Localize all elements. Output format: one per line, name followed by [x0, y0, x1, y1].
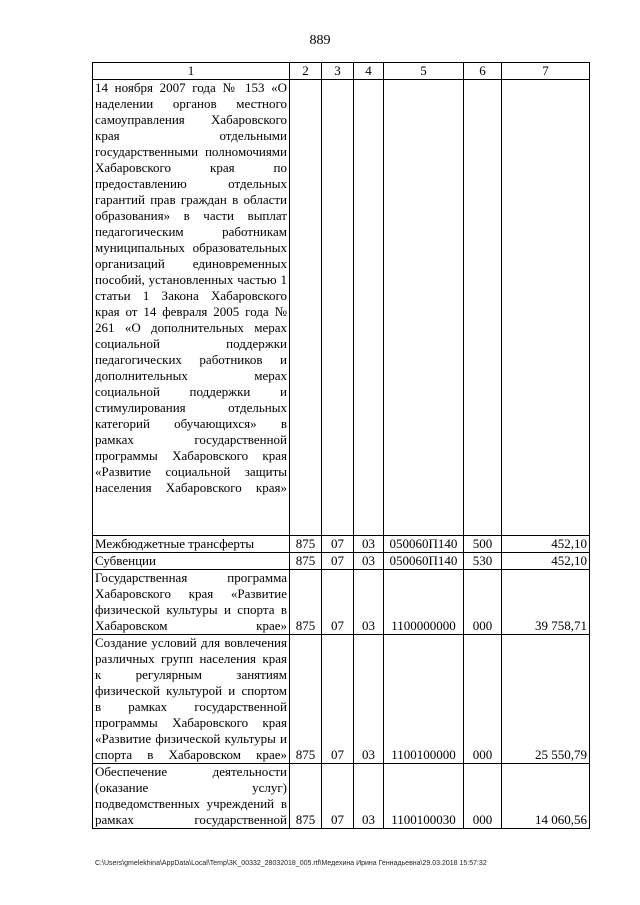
row-description: Государственная программа Хабаровского края «Развитие физической культуры и спорта в Хабаровском крае» [93, 570, 290, 635]
cell-col2: 875 [290, 635, 322, 764]
row-description: Межбюджетные трансферты [93, 536, 290, 553]
column-header: 3 [322, 63, 354, 80]
cell-col6 [464, 80, 502, 536]
cell-col4: 03 [354, 553, 384, 570]
cell-col6: 530 [464, 553, 502, 570]
cell-col6: 000 [464, 635, 502, 764]
cell-col7: 25 550,79 [502, 635, 590, 764]
cell-col7: 14 060,56 [502, 764, 590, 829]
cell-col4: 03 [354, 536, 384, 553]
cell-col3: 07 [322, 570, 354, 635]
table-row [93, 764, 590, 829]
cell-col7 [502, 80, 590, 536]
table-header-row [93, 63, 590, 80]
table-row [93, 80, 590, 536]
cell-col3: 07 [322, 764, 354, 829]
column-header: 5 [384, 63, 464, 80]
cell-col2: 875 [290, 536, 322, 553]
column-header: 1 [93, 63, 290, 80]
column-header: 4 [354, 63, 384, 80]
cell-col6: 000 [464, 570, 502, 635]
cell-col4: 03 [354, 635, 384, 764]
table-row [93, 635, 590, 764]
cell-col4 [354, 80, 384, 536]
cell-col7: 39 758,71 [502, 570, 590, 635]
row-description: Субвенции [93, 553, 290, 570]
row-description: Создание условий для вовлечения различных групп населения края к регулярным занятиям физической культурой и спортом в рамках государственной программы Хабаровского края «Развитие физической культуры и спорта в Хабаровском крае» [93, 635, 290, 764]
cell-col3 [322, 80, 354, 536]
table-row [93, 536, 590, 553]
page-number: 889 [309, 33, 331, 48]
cell-col2: 875 [290, 553, 322, 570]
cell-col5: 1100000000 [384, 570, 464, 635]
column-header: 2 [290, 63, 322, 80]
column-header: 6 [464, 63, 502, 80]
cell-col6: 000 [464, 764, 502, 829]
cell-col7: 452,10 [502, 553, 590, 570]
table-row [93, 570, 590, 635]
cell-col4: 03 [354, 570, 384, 635]
cell-col3: 07 [322, 536, 354, 553]
column-header: 7 [502, 63, 590, 80]
cell-col5: 050060П140 [384, 553, 464, 570]
cell-col3: 07 [322, 553, 354, 570]
cell-col5 [384, 80, 464, 536]
cell-col2 [290, 80, 322, 536]
budget-table [92, 62, 590, 829]
cell-col5: 1100100030 [384, 764, 464, 829]
table-row [93, 553, 590, 570]
cell-col4: 03 [354, 764, 384, 829]
cell-col7: 452,10 [502, 536, 590, 553]
row-description: 14 ноября 2007 года № 153 «О наделении органов местного самоуправления Хабаровского края отдельными государственными полномочиями Хабаровского края по предоставлению отдельных гарантий прав граждан в области образования» в части выплат педагогическим работникам муниципальных образовательных организаций единовременных пособий, установленных частью 1 статьи 1 Закона Хабаровского края от 14 февраля 2005 года № 261 «О дополнительных мерах социальной поддержки педагогических работников и дополнительных мерах социальной поддержки и стимулирования отдельных категорий обучающихся» в рамках государственной программы Хабаровского края «Развитие социальной защиты населения Хабаровского края» [93, 80, 290, 536]
footer-file-path: C:\Users\gmelekhina\AppData\Local\Temp\3K_00332_28032018_005.rtf\Медехина Ирина Геннадьевна\29.03.2018 15:57:32 [95, 860, 487, 867]
row-description: Обеспечение деятельности (оказание услуг) подведомственных учреждений в рамках государственной [93, 764, 290, 829]
cell-col2: 875 [290, 570, 322, 635]
cell-col5: 050060П140 [384, 536, 464, 553]
cell-col3: 07 [322, 635, 354, 764]
cell-col2: 875 [290, 764, 322, 829]
cell-col6: 500 [464, 536, 502, 553]
cell-col5: 1100100000 [384, 635, 464, 764]
